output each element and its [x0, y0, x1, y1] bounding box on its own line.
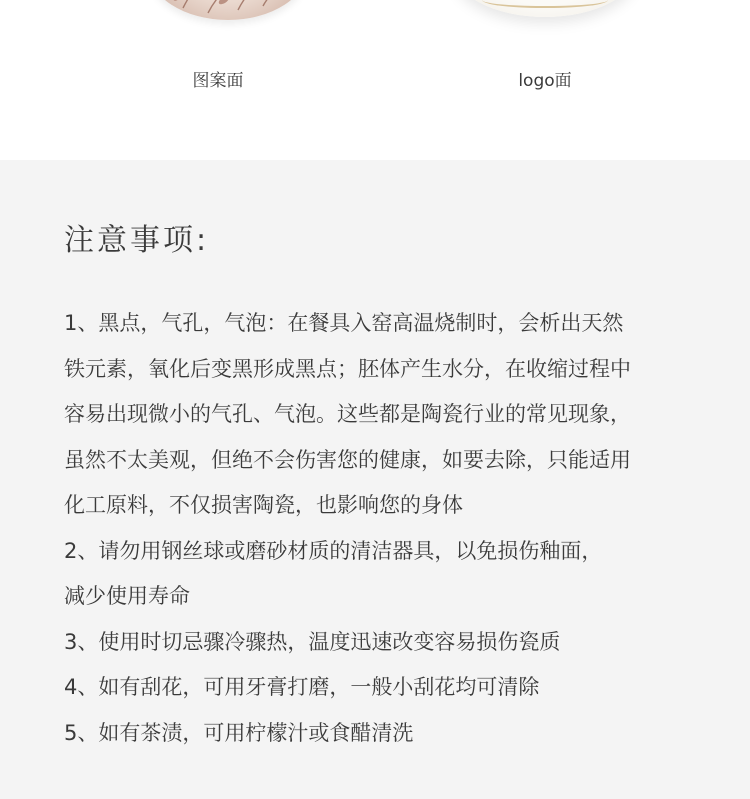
notes-title: 注意事项: — [64, 223, 210, 258]
gold-rim-decoration — [482, 0, 608, 8]
notes-line: 5、如有茶渍，可用柠檬汁或食醋清洗 — [64, 720, 414, 745]
logo-side-caption: logo面 — [518, 71, 572, 91]
notes-line: 容易出现微小的气孔、气泡。这些都是陶瓷行业的常见现象， — [64, 402, 631, 426]
notes-body — [64, 301, 704, 756]
notes-line: 化工原料，不仅损害陶瓷，也影响您的身体 — [64, 493, 463, 517]
pattern-side-bowl-image — [148, 0, 308, 20]
care-notes-section — [0, 160, 750, 799]
product-image-section — [0, 0, 750, 160]
notes-line: 铁元素，氧化后变黑形成黑点；胚体产生水分，在收缩过程中 — [64, 356, 631, 381]
notes-line: 1、黑点，气孔，气泡：在餐具入窑高温烧制时，会析出天然 — [64, 311, 624, 335]
notes-line: 3、使用时切忌骤冷骤热，温度迅速改变容易损伤瓷质 — [64, 629, 561, 654]
logo-side-bowl-image — [452, 0, 638, 17]
notes-line: 4、如有刮花，可用牙膏打磨，一般小刮花均可清除 — [64, 675, 540, 699]
pattern-side-caption: 图案面 — [192, 71, 244, 91]
notes-line: 虽然不太美观，但绝不会伤害您的健康，如要去除，只能适用 — [64, 447, 631, 472]
notes-line: 2、请勿用钢丝球或磨砂材质的清洁器具，以免损伤釉面， — [64, 538, 603, 563]
floral-pattern-icon — [148, 0, 308, 20]
notes-line: 减少使用寿命 — [64, 584, 190, 608]
